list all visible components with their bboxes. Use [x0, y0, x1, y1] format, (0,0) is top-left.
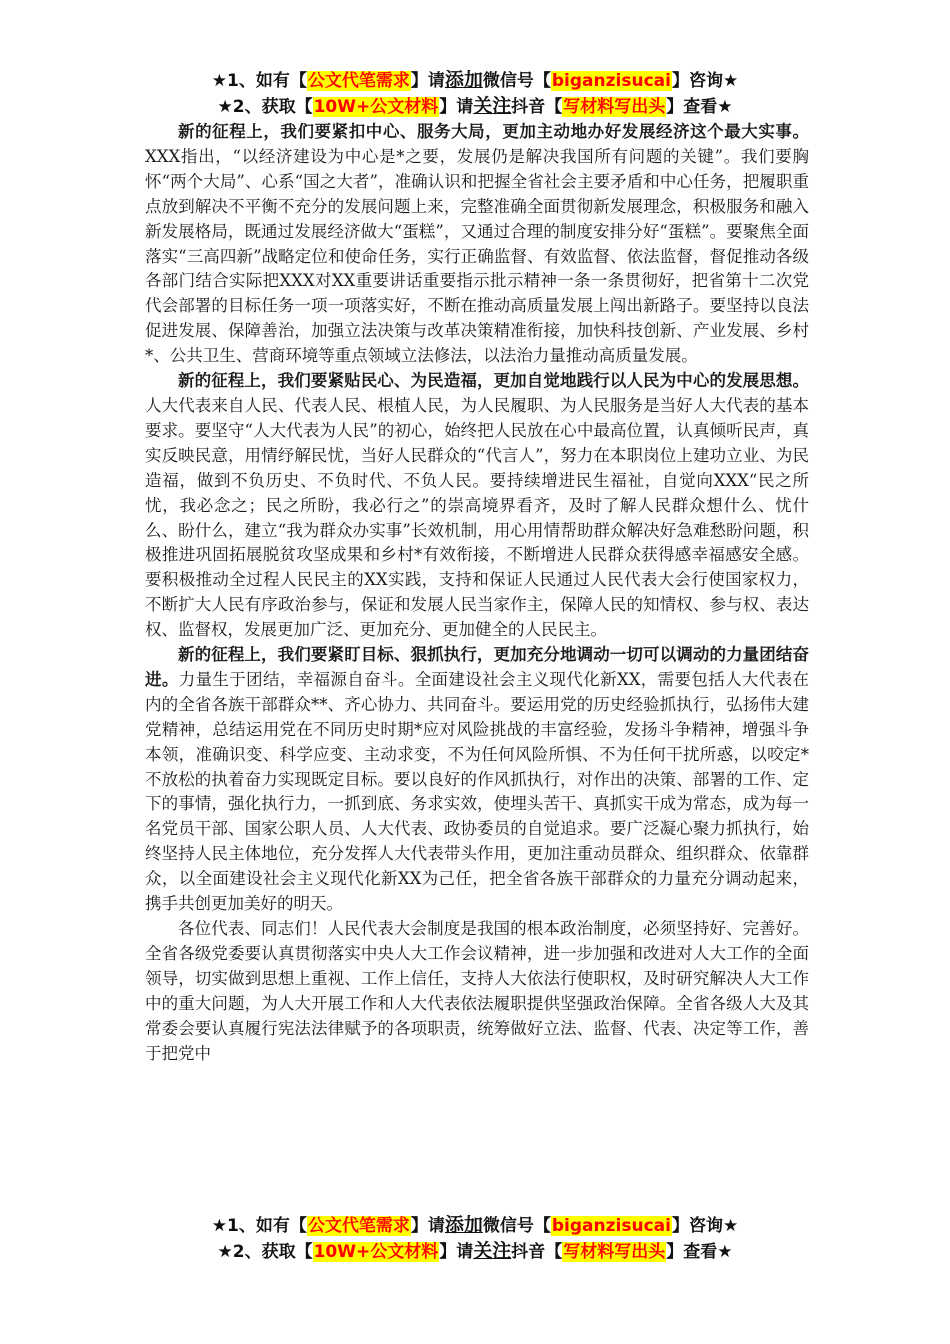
banner-text: 】请: [439, 1242, 474, 1262]
paragraph-text: 各位代表、同志们！人民代表大会制度是我国的根本政治制度，必须坚持好、完善好。全省各级党委要认真贯彻落实中央人大工作会议精神，进一步加强和改进对人大工作的全面领导，切实做到思想上重视、工作上信任，支持人大依法行使职权，及时研究解决人大工作中的重大问题，为人大开展工作和人大代表依法履职提供坚强政治保障。全省各级人大及其常委会要认真履行宪法法律赋予的各项职责，统筹做好立法、监督、代表、决定等工作，善于把党中: [145, 919, 809, 1063]
banner-text: 】请: [410, 71, 445, 91]
banner-text: 抖音【: [511, 1242, 563, 1262]
header-line-2: [0, 94, 950, 120]
paragraph-lead: 新的征程上，我们要紧扣中心、服务大局，更加主动地办好发展经济这个最大实事。: [178, 122, 809, 141]
paragraph-4: [145, 917, 809, 1066]
highlight-wechat-id: biganzisucai: [551, 1216, 671, 1236]
document-body: [145, 120, 809, 1200]
banner-text: ★2、获取【: [217, 1242, 313, 1262]
paragraph-lead: 新的征程上，我们要紧盯目标、狠抓执行，更加充分地调动一切可以调动的力量团结奋进。: [145, 645, 809, 689]
banner-text: ★2、获取【: [217, 97, 313, 117]
banner-text: 微信号【: [482, 1216, 551, 1236]
highlight-materials: 10W+公文材料: [313, 97, 439, 117]
star-prefix: ★1、如有【: [211, 71, 307, 91]
banner-text: 】咨询★: [671, 1216, 739, 1236]
header-banner: [0, 68, 950, 120]
highlight-douyin-account: 写材料写出头: [563, 97, 666, 117]
highlight-wechat-id: biganzisucai: [551, 71, 671, 91]
underlined-follow: 关注: [473, 1240, 512, 1262]
paragraph-text: 力量生于团结，幸福源自奋斗。全面建设社会主义现代化新XX，需要包括人大代表在内的全省各族干部群众**、齐心协力、共同奋斗。要运用党的历史经验抓执行，弘扬伟大建党精神，总结运用党在不同历史时期*应对风险挑战的丰富经验，发扬斗争精神，增强斗争本领，准确识变、科学应变、主动求变，不为任何风险所惧、不为任何干扰所惑，以咬定*不放松的执着奋力实现既定目标。要以良好的作风抓执行，对作出的决策、部署的工作、定下的事情，强化执行力，一抓到底、务求实效，使埋头苦干、真抓实干成为常态，成为每一名党员干部、国家公职人员、人大代表、政协委员的自觉追求。要广泛凝心聚力抓执行，始终坚持人民主体地位，充分发挥人大代表带头作用，更加注重动员群众、组织群众、依靠群众，以全面建设社会主义现代化新XX为己任，把全省各族干部群众的力量充分调动起来，携手共创更加美好的明天。: [145, 669, 809, 914]
footer-banner: [0, 1213, 950, 1265]
banner-text: 】查看★: [666, 97, 733, 117]
highlight-douyin-account: 写材料写出头: [563, 1242, 666, 1262]
paragraph-3: [145, 643, 809, 917]
highlight-writing-service: 公文代笔需求: [307, 1216, 410, 1236]
paragraph-1: [145, 120, 809, 369]
banner-text: 微信号【: [482, 71, 551, 91]
banner-text: 】查看★: [666, 1242, 733, 1262]
underlined-follow: 关注: [473, 95, 512, 117]
paragraph-text: XXX指出，“以经济建设为中心是*之要，发展仍是解决我国所有问题的关键”。我们要胸怀“两个大局”、心系“国之大者”，准确认识和把握全省社会主要矛盾和中心任务，把履职重点放到解决不平衡不充分的发展问题上来，完整准确全面贯彻新发展理念，积极服务和融入新发展格局，既通过发展经济做大“蛋糕”，又通过合理的制度安排分好“蛋糕”。要聚焦全面落实“三高四新”战略定位和使命任务，实行正确监督、有效监督、依法监督，督促推动各级各部门结合实际把XXX对XX重要讲话重要指示批示精神一条一条贯彻好，把省第十二次党代会部署的目标任务一项一项落实好，不断在推动高质量发展上闯出新路子。要坚持以良法促进发展、保障善治，加强立法决策与改革决策精准衔接，加快科技创新、产业发展、乡村*、公共卫生、营商环境等重点领域立法修法，以法治力量推动高质量发展。: [145, 146, 809, 366]
footer-line-2: [0, 1239, 950, 1265]
banner-text: 】请: [410, 1216, 445, 1236]
banner-text: ★1、如有【: [211, 1216, 307, 1236]
banner-text: 抖音【: [511, 97, 563, 117]
paragraph-text: 人大代表来自人民、代表人民、根植人民，为人民履职、为人民服务是当好人大代表的基本要求。要坚守“人大代表为人民”的初心，始终把人民放在心中最高位置，认真倾听民声，真实反映民意，用情纾解民忧，当好人民群众的“代言人”，努力在本职岗位上建功立业、为民造福，做到不负历史、不负时代、不负人民。要持续增进民生福祉，自觉向XXX“民之所忧，我必念之；民之所盼，我必行之”的崇高境界看齐，及时了解人民群众想什么、忧什么、盼什么，建立“我为群众办实事”长效机制，用心用情帮助群众解决好急难愁盼问题，积极推进巩固拓展脱贫攻坚成果和乡村*有效衔接，不断增进人民群众获得感幸福感安全感。要积极推动全过程人民民主的XX实践，支持和保证人民通过人民代表大会行使国家权力，不断扩大人民有序政治参与，保证和发展人民当家作主，保障人民的知情权、参与权、表达权、监督权，发展更加广泛、更加充分、更加健全的人民民主。: [145, 395, 809, 640]
banner-text: 】咨询★: [671, 71, 739, 91]
footer-line-1: [0, 1213, 950, 1239]
banner-text: 】请: [439, 97, 474, 117]
underlined-add: 添加: [444, 69, 483, 91]
underlined-add: 添加: [444, 1214, 483, 1236]
paragraph-lead: 新的征程上，我们要紧贴民心、为民造福，更加自觉地践行以人民为中心的发展思想。: [178, 371, 809, 391]
paragraph-2: [145, 369, 809, 643]
highlight-materials: 10W+公文材料: [313, 1242, 439, 1262]
header-line-1: [0, 68, 950, 94]
highlight-writing-service: 公文代笔需求: [307, 71, 410, 91]
